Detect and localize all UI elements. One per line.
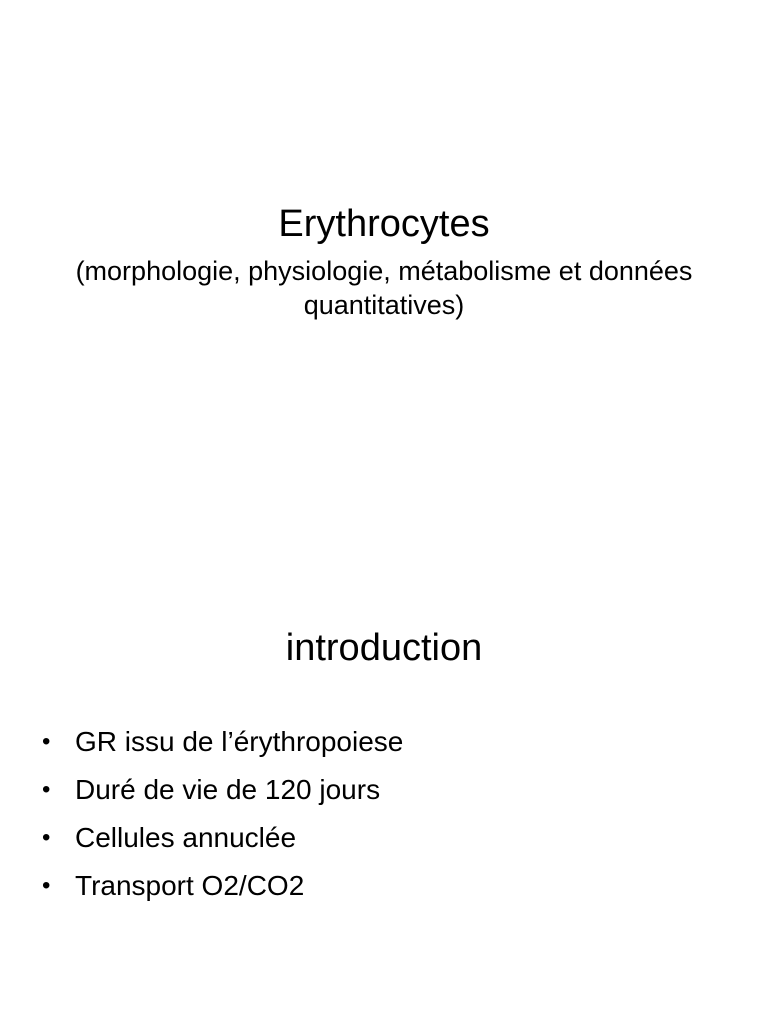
bullet-icon: • — [42, 824, 51, 851]
introduction-slide — [0, 512, 768, 1024]
bullet-item — [42, 766, 403, 814]
bullet-item — [42, 862, 403, 910]
bullet-item — [42, 814, 403, 862]
bullet-list — [42, 718, 403, 910]
bullet-text: Cellules annuclée — [75, 822, 297, 853]
bullet-text: Duré de vie de 120 jours — [75, 774, 381, 805]
bullet-icon: • — [42, 776, 51, 803]
slide-title: Erythrocytes — [278, 203, 490, 245]
bullet-icon: • — [42, 872, 51, 899]
section-title: introduction — [285, 627, 483, 669]
slide-subtitle: (morphologie, physiologie, métabolisme et données quantitatives) — [75, 256, 693, 320]
bullet-item — [42, 718, 403, 766]
bullet-icon: • — [42, 728, 51, 755]
bullet-text: GR issu de l’érythropoiese — [75, 726, 404, 757]
bullet-text: Transport O2/CO2 — [75, 870, 305, 901]
title-block — [20, 200, 748, 322]
